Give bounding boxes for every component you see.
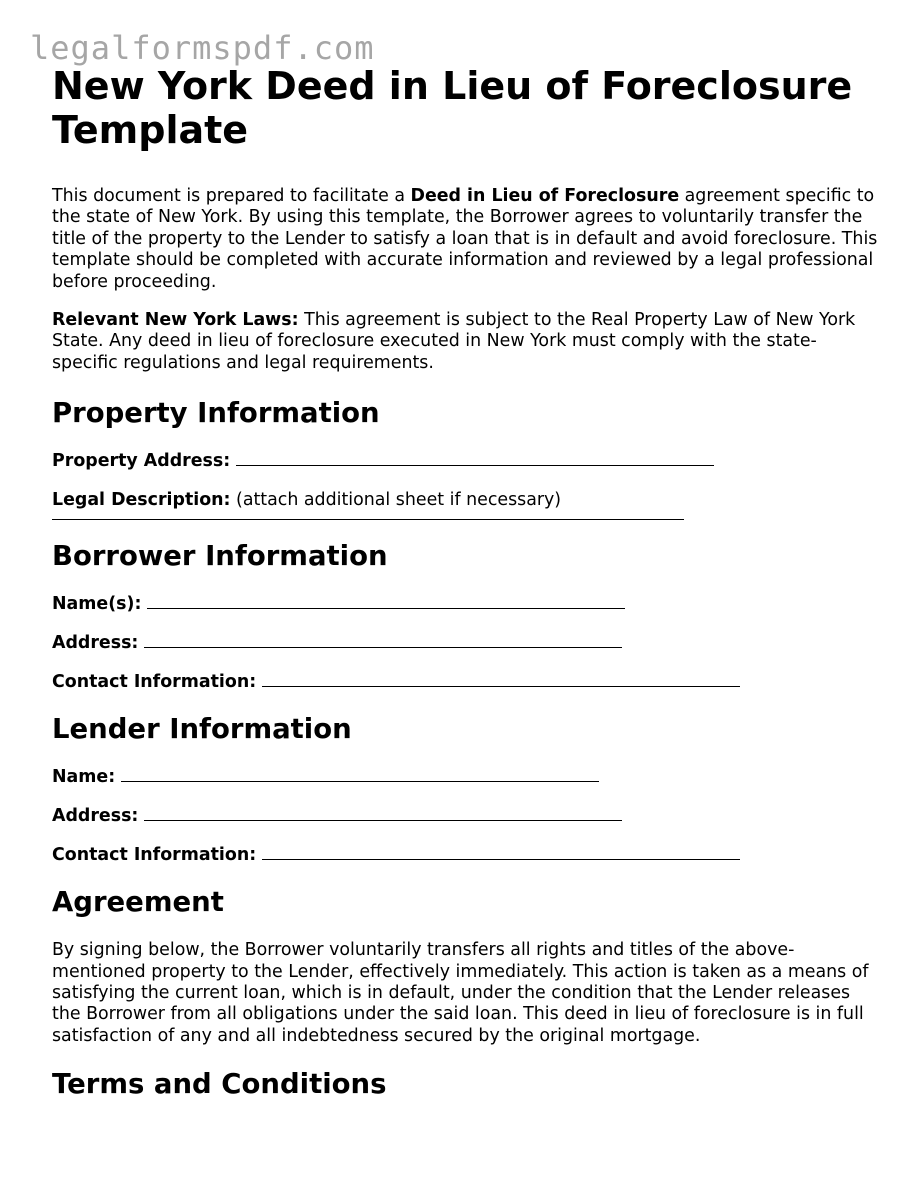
- laws-label: Relevant New York Laws:: [52, 310, 299, 331]
- borrower-name-field: [52, 594, 882, 615]
- legal-description-label: Legal Description:: [52, 490, 231, 511]
- property-address-field: [52, 451, 882, 472]
- property-heading: Property Information: [52, 397, 380, 430]
- lender-contact-blank[interactable]: [262, 845, 740, 860]
- borrower-contact-label: Contact Information:: [52, 672, 257, 693]
- borrower-contact-field: [52, 672, 882, 693]
- lender-name-blank[interactable]: [121, 767, 599, 782]
- lender-address-field: [52, 806, 882, 827]
- page-title: New York Deed in Lieu of Foreclosure Template: [52, 64, 853, 152]
- document-page: [52, 64, 882, 1100]
- lender-heading: Lender Information: [52, 713, 352, 746]
- borrower-contact-blank[interactable]: [262, 672, 740, 687]
- lender-address-blank[interactable]: [144, 806, 622, 821]
- laws-text: This agreement is subject to the Real Property Law of New York State. Any deed in lieu of foreclosure executed in New York must comply with the state-specific regulations and legal requirements.: [52, 310, 856, 373]
- watermark: legalformspdf.com: [30, 29, 375, 67]
- terms-heading: Terms and Conditions: [52, 1068, 387, 1101]
- borrower-heading: Borrower Information: [52, 540, 388, 573]
- intro-paragraph: [52, 186, 882, 293]
- lender-name-label: Name:: [52, 767, 116, 788]
- borrower-name-label: Name(s):: [52, 594, 142, 615]
- lender-name-field: [52, 767, 882, 788]
- laws-paragraph: [52, 310, 882, 374]
- property-address-blank[interactable]: [236, 451, 714, 466]
- borrower-address-blank[interactable]: [144, 633, 622, 648]
- borrower-name-blank[interactable]: [147, 594, 625, 609]
- lender-contact-label: Contact Information:: [52, 845, 257, 866]
- intro-text-start: This document is prepared to facilitate a: [52, 186, 411, 206]
- intro-bold-term: Deed in Lieu of Foreclosure: [410, 186, 680, 206]
- agreement-heading: Agreement: [52, 886, 224, 919]
- legal-description-note: (attach additional sheet if necessary): [230, 490, 562, 511]
- agreement-paragraph: By signing below, the Borrower voluntarily transfers all rights and titles of the above-mentioned property to the Lender, effectively immediately. This action is taken as a means of satisfying the current loan, which is in default, under the condition that the Lender releases the Borrower from all obligations under the said loan. This deed in lieu of foreclosure is in full satisfaction of any and all indebtedness secured by the original mortgage.: [52, 940, 869, 1046]
- borrower-address-label: Address:: [52, 633, 139, 654]
- legal-description-field: [52, 490, 882, 511]
- borrower-address-field: [52, 633, 882, 654]
- legal-description-blank[interactable]: [52, 511, 684, 520]
- lender-address-label: Address:: [52, 806, 139, 827]
- property-address-label: Property Address:: [52, 451, 231, 472]
- lender-contact-field: [52, 845, 882, 866]
- intro-text-end: agreement specific to the state of New York. By using this template, the Borrower agrees to voluntarily transfer the title of the property to the Lender to satisfy a loan that is in default and avoid foreclosure. This template should be completed with accurate information and reviewed by a legal professional before proceeding.: [52, 186, 878, 292]
